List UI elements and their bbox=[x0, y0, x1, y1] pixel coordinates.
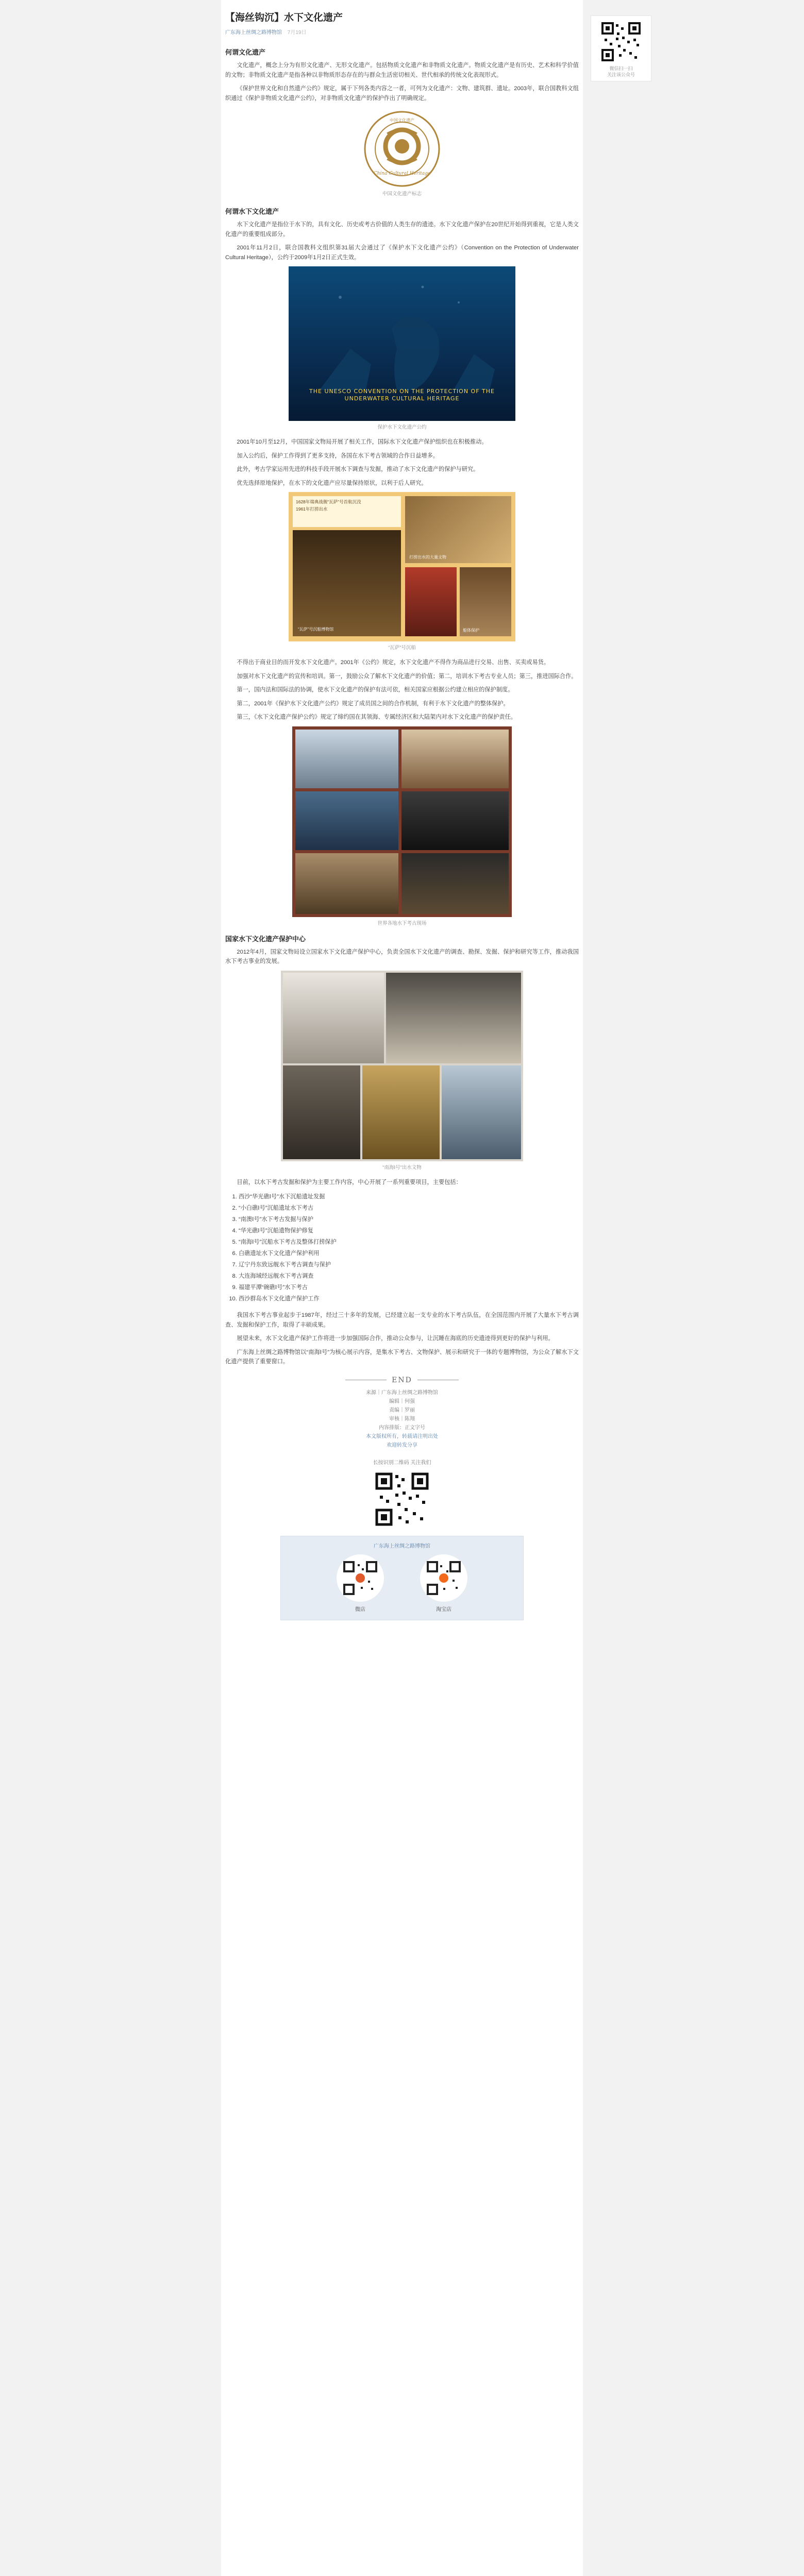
paragraph: 第二，2001年《保护水下文化遗产公约》规定了成员国之间的合作机制，有利于水下文化遗产的整体保护。 bbox=[237, 700, 509, 707]
artifact-photo bbox=[442, 1065, 521, 1159]
paragraph: 《保护世界文化和自然遗产公约》规定，属于下列各类内容之一者，可列为文化遗产：文物、建筑群、遗址。2003年，联合国教科文组织通过《保护非物质文化遗产公约》，对非物质文化遗产的保护作出了明确规定。 bbox=[225, 86, 579, 101]
qr-caption-text: 微信扫一扫 关注该公众号 bbox=[607, 66, 635, 77]
list-item: 7. 辽宁丹东致远舰水下考古调查与保护 bbox=[239, 1259, 579, 1270]
vasa-text-box bbox=[293, 496, 401, 527]
figure-caption: 保护水下文化遗产公约 bbox=[377, 425, 427, 430]
paragraph: 不得出于商业目的而开发水下文化遗产。2001年《公约》规定，水下文化遗产不得作为商品进行交易、出售、买卖或易货。 bbox=[237, 659, 550, 666]
follow-prompt: 长按识别二维码 关注我们 bbox=[373, 1460, 431, 1466]
vasa-shipwreck-collage bbox=[289, 492, 515, 641]
vasa-photo-label: 打捞出水的大量文物 bbox=[409, 555, 446, 560]
list-item: 6. 白礁遗址水下文化遗产保护利用 bbox=[239, 1248, 579, 1259]
project-list bbox=[225, 1191, 579, 1304]
article-content bbox=[225, 11, 579, 1620]
article-page bbox=[221, 0, 583, 2576]
list-item: 3. “南澳Ⅰ号”水下考古发掘与保护 bbox=[239, 1214, 579, 1225]
excavation-photo bbox=[295, 730, 398, 788]
shop-label: 微店 bbox=[355, 1606, 365, 1613]
weidian-qr-icon bbox=[337, 1554, 384, 1602]
paragraph: 2012年4月，国家文物局设立国家水下文化遗产保护中心，负责全国水下文化遗产的调查、勘探、发掘、保护和研究等工作，推动我国水下考古事业的发展。 bbox=[225, 948, 579, 964]
shop-label: 淘宝店 bbox=[436, 1606, 451, 1613]
vasa-conservation-photo bbox=[460, 567, 511, 636]
paragraph: 2001年10月至12月，中国国家文物局开展了相关工作，国际水下文化遗产保护组织也在积极推动。 bbox=[237, 439, 488, 445]
logo-cn-text: 中国文化遗产 bbox=[390, 118, 414, 123]
end-text: END bbox=[392, 1376, 412, 1384]
vasa-ship-photo bbox=[293, 530, 401, 636]
vasa-text-line: 1961年打捞出水 bbox=[296, 506, 328, 512]
paragraph: 优先选择原地保护，在水下的文化遗产应尽量保持原状，以利于后人研究。 bbox=[237, 480, 427, 486]
credit-line: 编辑｜何强 bbox=[389, 1398, 415, 1404]
credits-block bbox=[225, 1388, 579, 1450]
paragraph: 第一，国内法和国际法的协调，使水下文化遗产的保护有法可依，相关国家应根据公约建立相应的保护制度。 bbox=[237, 687, 514, 693]
side-qr-panel[interactable] bbox=[591, 15, 651, 81]
list-item: 4. “华光礁Ⅰ号”沉船遗物保护修复 bbox=[239, 1225, 579, 1236]
share-note: 欢迎转发分享 bbox=[387, 1442, 417, 1448]
poster-title: THE UNESCO CONVENTION ON THE PROTECTION OF THE UNDERWATER CULTURAL HERITAGE bbox=[309, 388, 495, 402]
artifact-photo bbox=[283, 973, 384, 1063]
artifact-photo bbox=[386, 973, 521, 1063]
credit-line: 来源｜广东海上丝绸之路博物馆 bbox=[366, 1389, 438, 1396]
excavation-photo bbox=[401, 730, 509, 788]
figure-caption: “瓦萨”号沉船 bbox=[388, 645, 416, 651]
list-item: 1. 西沙“华光礁Ⅰ号”水下沉船遗址发掘 bbox=[239, 1191, 579, 1202]
artifact-photo bbox=[362, 1065, 440, 1159]
qr-caption bbox=[591, 65, 651, 78]
panel-title: 广东海上丝绸之路博物馆 bbox=[374, 1543, 430, 1549]
paragraph: 展望未来，水下文化遗产保护工作将进一步加强国际合作，推动公众参与，让沉睡在海底的历史遗迹得到更好的保护与利用。 bbox=[237, 1335, 554, 1342]
list-item: 2. “小白礁Ⅰ号”沉船遗址水下考古 bbox=[239, 1202, 579, 1214]
paragraph: 第三，《水下文化遗产保护公约》规定了缔约国在其领海、专属经济区和大陆架内对水下文化遗产的保护责任。 bbox=[237, 714, 516, 720]
figure-caption: 中国文化遗产标志 bbox=[382, 191, 422, 197]
paragraph: 文化遗产，概念上分为有形文化遗产、无形文化遗产。包括物质文化遗产和非物质文化遗产。物质文化遗产是有历史、艺术和科学价值的文物；非物质文化遗产是指各种以非物质形态存在的与群众生活密切相关、世代相承的传统文化表现形式。 bbox=[225, 62, 579, 78]
excavation-photo bbox=[401, 791, 509, 850]
vasa-detail-photo bbox=[405, 567, 457, 636]
list-item: 10. 西沙群岛水下文化遗产保护工作 bbox=[239, 1293, 579, 1304]
credit-line-highlight: 本文版权所有，转载请注明出处 bbox=[366, 1433, 438, 1439]
vasa-photo-label: “瓦萨”号沉船博物馆 bbox=[298, 627, 334, 632]
article-meta bbox=[225, 28, 579, 36]
paragraph: 广东海上丝绸之路博物馆以“南海Ⅰ号”为核心展示内容，是集水下考古、文物保护、展示和研究于一体的专题博物馆，为公众了解水下文化遗产提供了重要窗口。 bbox=[225, 1349, 579, 1365]
excavation-photo bbox=[401, 853, 509, 914]
article-title: 【海丝钩沉】水下文化遗产 bbox=[225, 12, 343, 23]
list-item: 5. “南海Ⅰ号”沉船水下考古及整体打捞保护 bbox=[239, 1236, 579, 1248]
shop-item-taobao[interactable] bbox=[420, 1554, 467, 1613]
paragraph: 2001年11月2日，联合国教科文组织第31届大会通过了《保护水下文化遗产公约》（Convention on the Protection of Underwater Cultural Heritage），公约于2009年1月2日正式生效。 bbox=[225, 245, 579, 261]
logo-en-text: China Cultural Heritage bbox=[373, 171, 431, 176]
excavation-photo bbox=[295, 853, 398, 914]
paragraph: 水下文化遗产是指位于水下的，具有文化、历史或考古价值的人类生存的遗迹。水下文化遗产保护在20世纪开始得到重视，它是人类文化遗产的重要组成部分。 bbox=[225, 222, 579, 238]
credit-line: 责编｜罗丽 bbox=[389, 1407, 415, 1413]
vasa-photo-label: 船体保护 bbox=[463, 628, 479, 633]
end-mark bbox=[225, 1376, 579, 1384]
account-link[interactable]: 广东海上丝绸之路博物馆 bbox=[225, 30, 282, 36]
figure-caption: “南海Ⅰ号”出水文物 bbox=[382, 1164, 422, 1171]
list-item: 9. 福建平潭“碗礁Ⅰ号”水下考古 bbox=[239, 1282, 579, 1293]
shop-item-weidian[interactable] bbox=[337, 1554, 384, 1613]
section-heading-national-center: 国家水下文化遗产保护中心 bbox=[225, 935, 306, 943]
taobao-qr-icon bbox=[420, 1554, 467, 1602]
paragraph: 我国水下考古事业起步于1987年，经过三十多年的发展，已经建立起一支专业的水下考古队伍，在全国范围内开展了大量水下考古调查、发掘和保护工作，取得了丰硕成果。 bbox=[225, 1312, 579, 1328]
paragraph: 加入公约后，保护工作得到了更多支持，各国在水下考古领域的合作日益增多。 bbox=[237, 452, 439, 459]
paragraph: 此外，考古学家运用先进的科技手段开展水下调查与发掘，推动了水下文化遗产的保护与研究。 bbox=[237, 466, 479, 472]
footer-qr-code[interactable] bbox=[374, 1471, 430, 1528]
artifact-photo bbox=[283, 1065, 360, 1159]
list-item: 8. 大连海域经远舰水下考古调查 bbox=[239, 1270, 579, 1282]
figure-caption: 世界各地水下考古现场 bbox=[377, 920, 427, 926]
credit-line: 内容排版：正文字号 bbox=[379, 1425, 425, 1431]
vasa-text-line: 1628年瑞典战舰“瓦萨”号首航沉没 bbox=[296, 499, 361, 504]
section-heading-cultural-heritage: 何谓文化遗产 bbox=[225, 48, 266, 56]
excavation-collage bbox=[292, 726, 512, 917]
paragraph: 目前，以水下考古发掘和保护为主要工作内容，中心开展了一系列重要项目，主要包括： bbox=[237, 1179, 462, 1185]
shop-row bbox=[281, 1554, 523, 1613]
vasa-artifacts-photo bbox=[405, 496, 511, 563]
section-heading-underwater-heritage: 何谓水下文化遗产 bbox=[225, 208, 279, 215]
credit-line: 审核｜陈翔 bbox=[389, 1416, 415, 1422]
artifacts-collage bbox=[281, 971, 523, 1161]
shop-panel bbox=[280, 1536, 524, 1620]
publish-date: 7月19日 bbox=[287, 30, 307, 36]
heritage-logo-image bbox=[363, 110, 441, 188]
excavation-photo bbox=[295, 791, 398, 850]
account-qr-code[interactable] bbox=[600, 21, 642, 62]
paragraph: 加强对水下文化遗产的宣传和培训。第一，鼓励公众了解水下文化遗产的价值；第二，培训水下考古专业人员；第三，推进国际合作。 bbox=[237, 673, 577, 680]
unesco-convention-poster bbox=[289, 266, 515, 421]
